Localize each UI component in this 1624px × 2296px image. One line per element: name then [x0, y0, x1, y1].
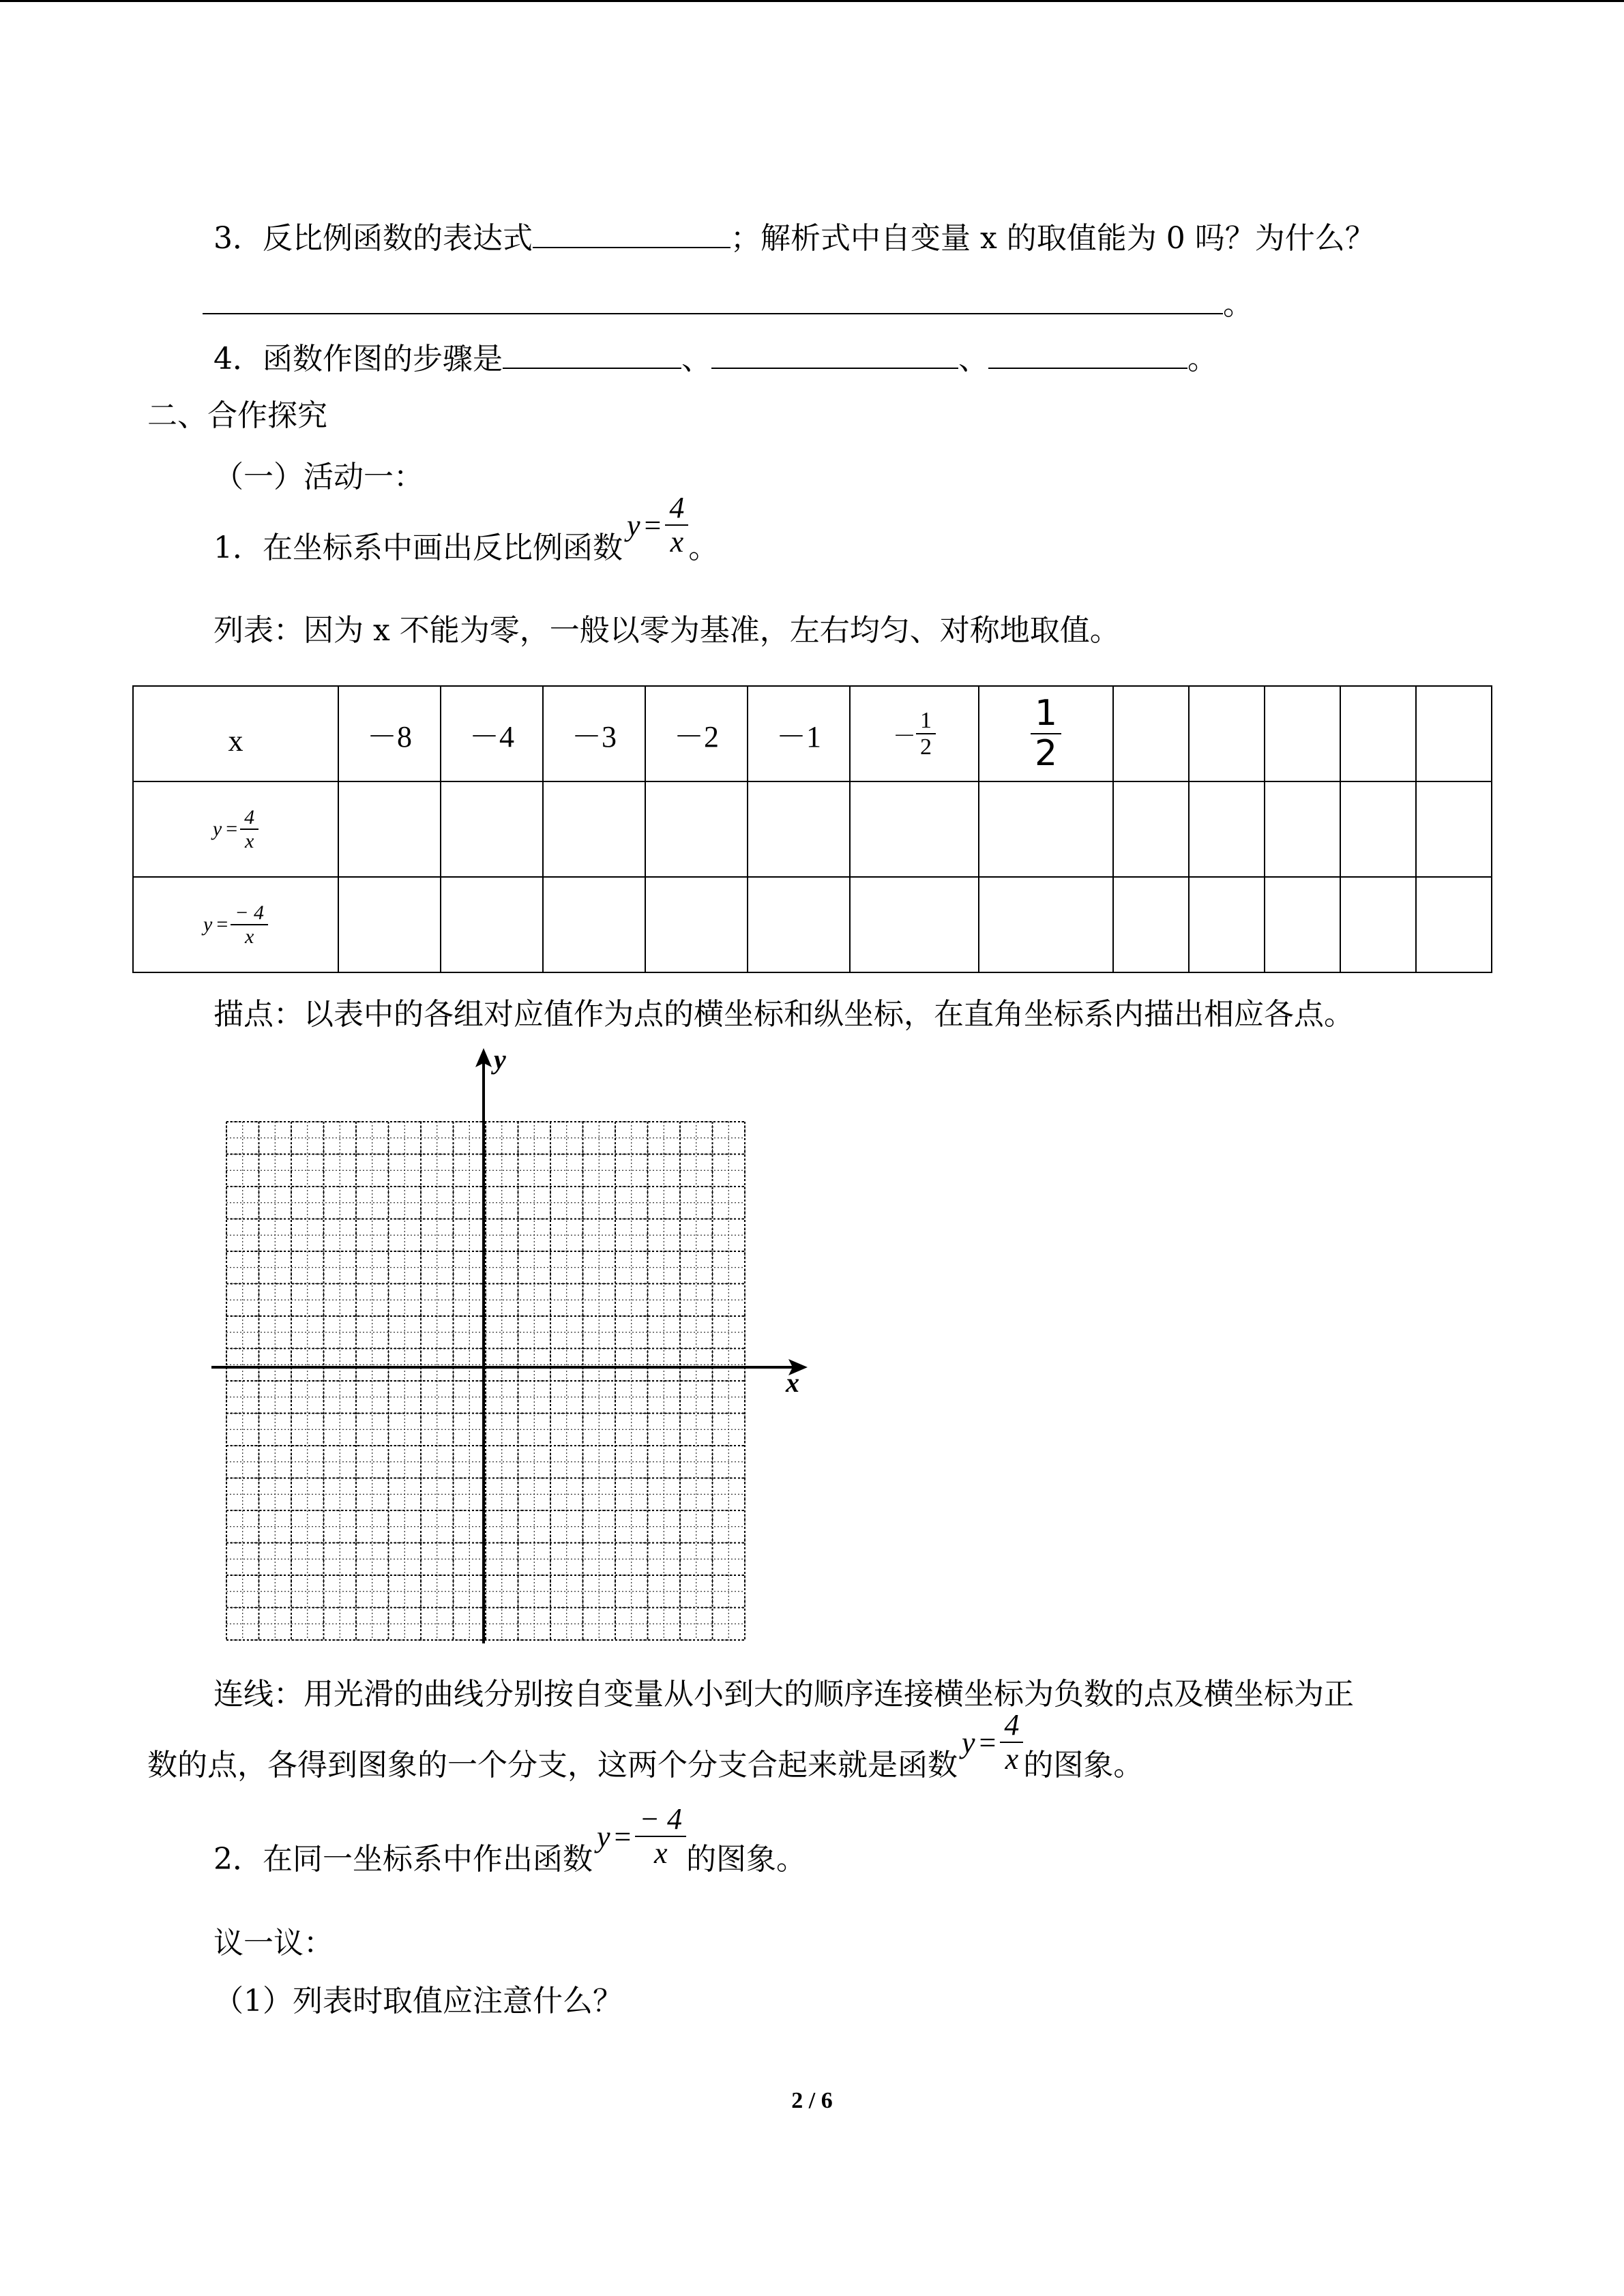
- table-cell-empty[interactable]: [1189, 877, 1265, 972]
- table-cell-empty[interactable]: [1113, 686, 1189, 781]
- question-4-text: 4．函数作图的步骤是: [213, 342, 503, 376]
- table-cell-empty[interactable]: [1189, 781, 1265, 877]
- table-cell-x: －1: [748, 686, 850, 781]
- function-formula: y = $\frac{4}{x}$: [962, 1709, 1023, 1776]
- table-cell-empty[interactable]: [1340, 877, 1416, 972]
- table-cell-empty[interactable]: [1265, 877, 1340, 972]
- discuss-question-1: （1）列表时取值应注意什么？: [213, 1984, 623, 2018]
- table-header-y-negative: y = $\frac{- 4}{x}$: [133, 877, 338, 972]
- table-cell-empty[interactable]: [748, 877, 850, 972]
- table-cell-empty[interactable]: [1416, 877, 1492, 972]
- table-cell-empty[interactable]: [1416, 686, 1492, 781]
- table-cell-empty[interactable]: [645, 781, 748, 877]
- table-cell-empty[interactable]: [441, 781, 543, 877]
- value-table: [132, 685, 1492, 973]
- table-cell-empty[interactable]: [441, 877, 543, 972]
- table-cell-empty[interactable]: [338, 877, 441, 972]
- page-number: 2 / 6: [791, 2088, 833, 2113]
- answer-blank[interactable]: [711, 338, 958, 369]
- table-cell-empty[interactable]: [1113, 877, 1189, 972]
- question-3: [213, 217, 1375, 259]
- coordinate-grid[interactable]: [211, 1047, 812, 1643]
- answer-blank[interactable]: [503, 338, 681, 369]
- table-cell-x: －3: [543, 686, 645, 781]
- task-1-text: 1．在坐标系中画出反比例函数: [213, 530, 623, 565]
- table-cell-empty[interactable]: [748, 781, 850, 877]
- table-cell-x: －2: [645, 686, 748, 781]
- grid-lines: [226, 1122, 745, 1640]
- answer-blank[interactable]: [533, 217, 730, 248]
- table-cell-empty[interactable]: [1340, 781, 1416, 877]
- top-border-line: [0, 0, 1624, 2]
- table-cell-empty[interactable]: [338, 781, 441, 877]
- table-cell-empty[interactable]: [645, 877, 748, 972]
- table-cell-empty[interactable]: [1189, 686, 1265, 781]
- section-heading: 二、合作探究: [147, 398, 327, 433]
- y-axis-label: y: [494, 1047, 506, 1075]
- table-row: [133, 781, 1492, 877]
- table-cell-x: －4: [441, 686, 543, 781]
- table-cell-empty[interactable]: [979, 781, 1113, 877]
- activity-heading: （一）活动一：: [213, 460, 424, 494]
- table-row: [133, 877, 1492, 972]
- plotting-instruction: 描点：以表中的各组对应值作为点的横坐标和纵坐标，在直角坐标系内描出相应各点。: [213, 997, 1354, 1032]
- function-formula: y = $\frac{4}{x}$: [627, 492, 688, 559]
- table-cell-empty[interactable]: [979, 877, 1113, 972]
- task-2: 2．在同一坐标系中作出函数 y = $\frac{- 4}{x}$ 的图象。: [213, 1802, 807, 1877]
- table-cell-empty[interactable]: [1340, 686, 1416, 781]
- table-cell-empty[interactable]: [543, 781, 645, 877]
- listing-instruction: 列表：因为 x 不能为零，一般以零为基准，左右均匀、对称地取值。: [213, 613, 1120, 648]
- table-cell-x: －8: [338, 686, 441, 781]
- connect-instruction-line1: 连线：用光滑的曲线分别按自变量从小到大的顺序连接横坐标为负数的点及横坐标为正: [213, 1677, 1354, 1712]
- question-3-text: 3．反比例函数的表达式: [213, 221, 533, 256]
- answer-blank[interactable]: [203, 283, 1223, 314]
- table-cell-empty[interactable]: [1265, 686, 1340, 781]
- table-cell-empty[interactable]: [543, 877, 645, 972]
- question-3-middle: ；解析式中自变量 x 的取值能为 0 吗？为什么？: [730, 221, 1375, 256]
- connect-instruction-line2: 数的点，各得到图象的一个分支，这两个分支合起来就是函数 y = $\frac{4}{x}$ 的图象。: [147, 1708, 1144, 1783]
- table-row: [133, 686, 1492, 781]
- table-cell-empty[interactable]: [1113, 781, 1189, 877]
- y-axis: [475, 1048, 492, 1643]
- task-1: 1．在坐标系中画出反比例函数 y = $\frac{4}{x}$ 。: [213, 501, 718, 569]
- table-header-x: x: [133, 686, 338, 781]
- x-axis: [211, 1359, 808, 1375]
- table-cell-empty[interactable]: [1265, 781, 1340, 877]
- answer-blank[interactable]: [988, 338, 1187, 369]
- table-cell-pos-half: $\frac{1}{2}$: [979, 686, 1113, 781]
- question-3-answer-line: 。: [203, 283, 1253, 325]
- table-cell-neg-half: － $\frac{1}{2}$: [850, 686, 979, 781]
- table-header-y-positive: y = $\frac{4}{x}$: [133, 781, 338, 877]
- question-4: 4．函数作图的步骤是 、 、 。: [213, 338, 1217, 380]
- table-cell-empty[interactable]: [850, 877, 979, 972]
- table-cell-empty[interactable]: [1416, 781, 1492, 877]
- table-cell-empty[interactable]: [850, 781, 979, 877]
- x-axis-label: x: [786, 1367, 799, 1398]
- discuss-heading: 议一议：: [213, 1926, 334, 1960]
- function-formula: y = $\frac{- 4}{x}$: [597, 1803, 686, 1870]
